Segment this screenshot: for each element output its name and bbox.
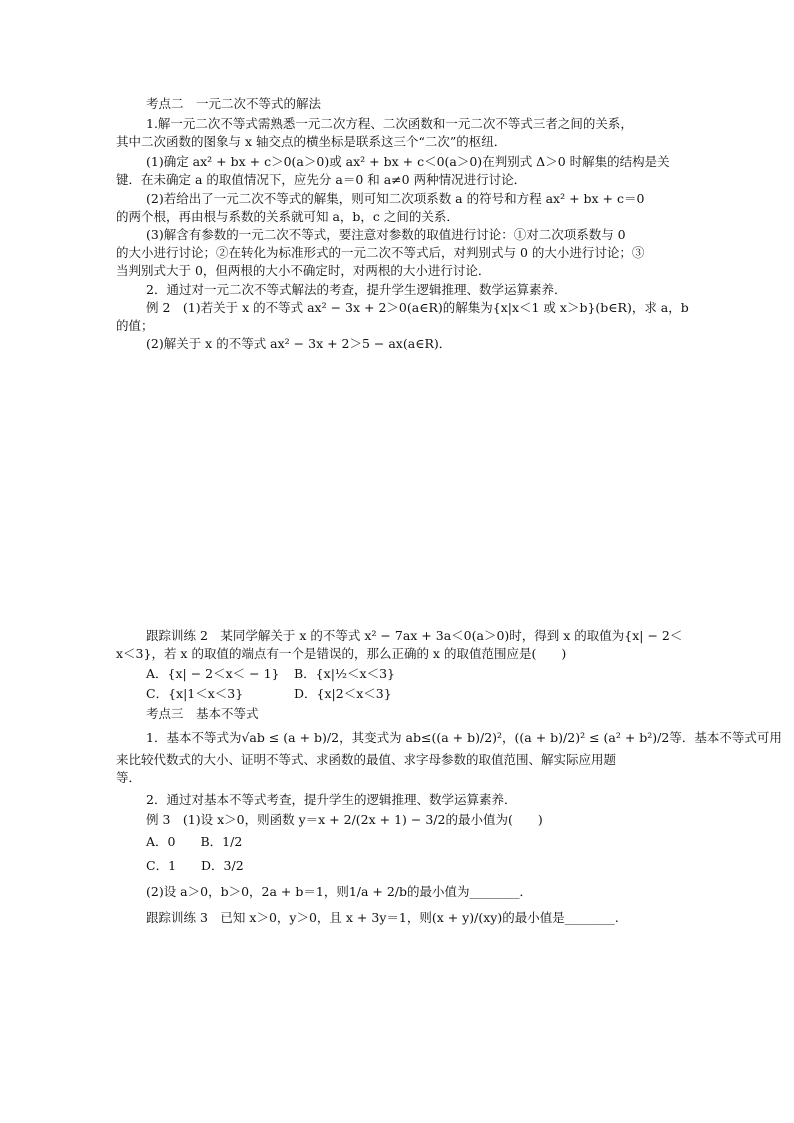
answer-blank-space (116, 355, 686, 620)
paragraph-line: (3)解含有参数的一元二次不等式，要注意对参数的取值进行讨论：①对二次项系数与 0 (146, 227, 626, 242)
paragraph-line: 1．基本不等式为√ab ≤ (a + b)/2，其变式为 ab≤((a + b)/2)²，((a + b)/2)² ≤ (a² + b²)/2等．基本不等式可用 (146, 730, 782, 745)
paragraph-line: 当判别式大于 0，但两根的大小不确定时，对两根的大小进行讨论． (116, 263, 491, 278)
example-2-line: 的值； (116, 318, 154, 333)
section-3-heading: 考点三 基本不等式 (146, 706, 259, 721)
track-2-line: 跟踪训练 2 某同学解关于 x 的不等式 x² − 7ax + 3a＜0(a＞0)时，得到 x 的取值为{x| − 2＜ (146, 628, 683, 643)
paragraph-line: 来比较代数式的大小、证明不等式、求函数的最值、求字母参数的取值范围、解实际应用题 (116, 752, 617, 767)
example-3-line: 例 3 (1)设 x＞0，则函数 y＝x + 2/(2x + 1) − 3/2的最小值为( ) (146, 812, 543, 827)
paragraph-line: 等． (116, 770, 142, 785)
paragraph-line: (2)若给出了一元二次不等式的解集，则可知二次项系数 a 的符号和方程 ax² + bx + c＝0 (146, 191, 645, 206)
example-2-line: (2)解关于 x 的不等式 ax² − 3x + 2＞5 − ax(a∈R)． (146, 336, 452, 351)
example-3-options-row: C．1 D．3/2 (146, 858, 244, 873)
track-3-line: 跟踪训练 3 已知 x＞0，y＞0，且 x + 3y＝1，则(x + y)/(xy)的最小值是________. (146, 910, 619, 925)
example-3-question-2: (2)设 a＞0，b＞0，2a + b＝1，则1/a + 2/b的最小值为________． (146, 884, 533, 899)
option-a: A．{x| − 2＜x＜ − 1} (146, 666, 280, 681)
example-3-options-row: A．0 B．1/2 (146, 834, 243, 849)
paragraph-line: 的两个根，再由根与系数的关系就可知 a，b，c 之间的关系． (116, 209, 459, 224)
track-2-line: x＜3}，若 x 的取值的端点有一个是错误的，那么正确的 x 的取值范围应是( ) (116, 646, 567, 661)
paragraph-line: 2．通过对一元二次不等式解法的考查，提升学生逻辑推理、数学运算素养． (146, 282, 567, 297)
paragraph-line: (1)确定 ax² + bx + c＞0(a＞0)或 ax² + bx + c＜0(a＞0)在判别式 Δ＞0 时解集的结构是关 (146, 154, 670, 169)
paragraph-line: 键．在未确定 a 的取值情况下，应先分 a＝0 和 a≠0 两种情况进行讨论． (116, 172, 527, 187)
option-d: D．{x|2＜x＜3} (294, 686, 392, 701)
option-b: B．{x|½＜x＜3} (294, 666, 395, 681)
example-2-line: 例 2 (1)若关于 x 的不等式 ax² − 3x + 2＞0(a∈R)的解集为{x|x＜1 或 x＞b}(b∈R)，求 a，b (146, 300, 689, 315)
paragraph-line: 其中二次函数的图象与 x 轴交点的横坐标是联系这三个“二次”的枢纽． (116, 134, 507, 149)
paragraph-line: 2．通过对基本不等式考查，提升学生的逻辑推理、数学运算素养． (146, 792, 517, 807)
section-2-heading: 考点二 一元二次不等式的解法 (146, 96, 322, 111)
paragraph-line: 的大小进行讨论；②在转化为标准形式的一元二次不等式后，对判别式与 0 的大小进行讨论；③ (116, 245, 645, 260)
paragraph-line: 1.解一元二次不等式需熟悉一元二次方程、二次函数和一元二次不等式三者之间的关系， (146, 116, 633, 131)
option-c: C．{x|1＜x＜3} (146, 686, 244, 701)
